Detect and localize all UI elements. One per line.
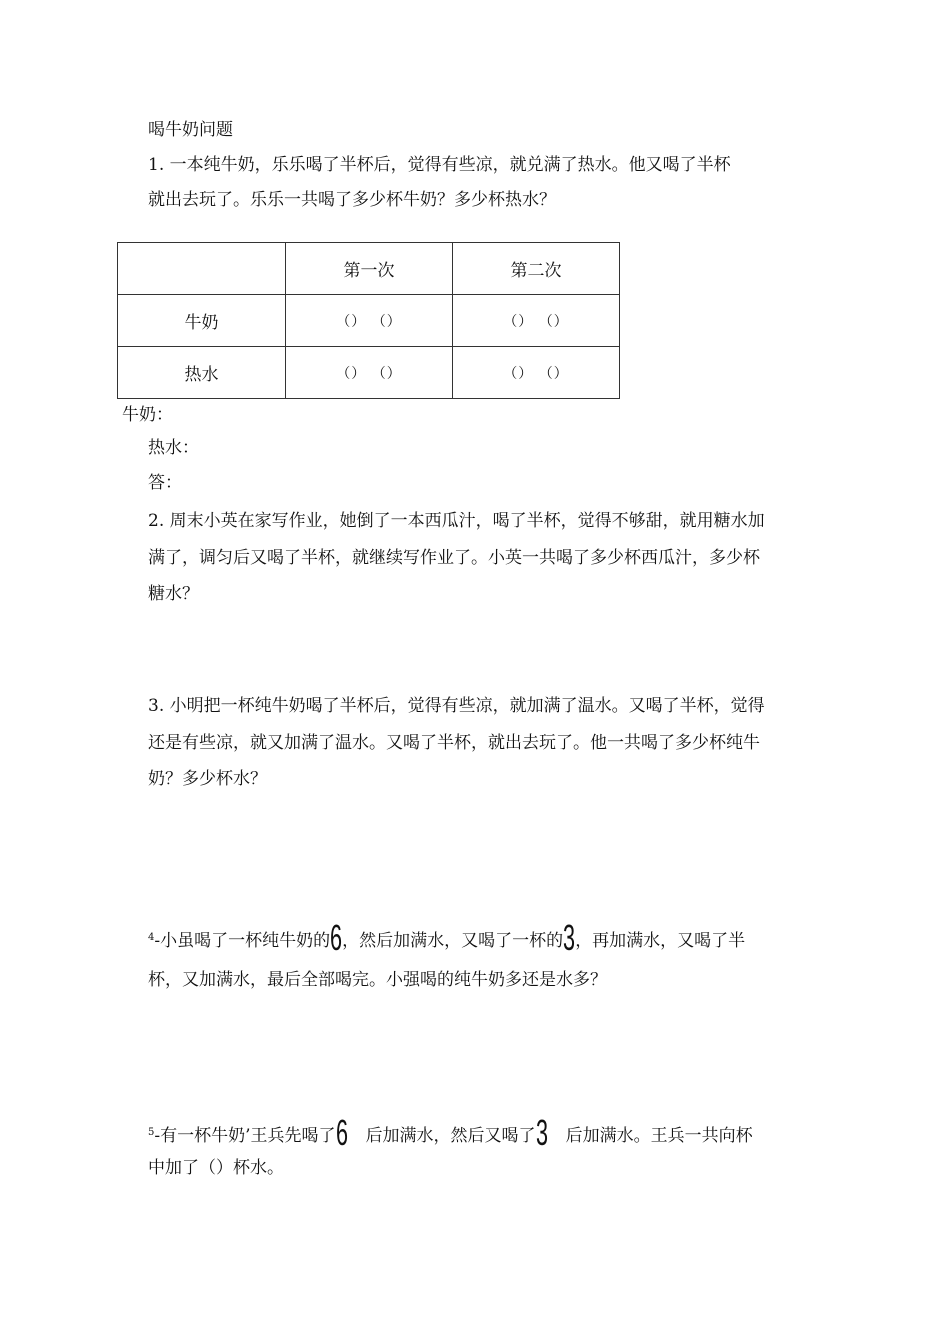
- table-row: [118, 347, 620, 399]
- table-cell: （） （）: [453, 295, 620, 347]
- table-cell: （） （）: [286, 347, 453, 399]
- question-4-line-1: [148, 917, 746, 958]
- table-row: [118, 295, 620, 347]
- question-3-line-1: 3. 小明把一杯纯牛奶喝了半杯后，觉得有些凉，就加满了温水。又喝了半杯，觉得: [148, 696, 765, 716]
- table-cell: （） （）: [453, 347, 620, 399]
- question-1-line-1: 1. 一本纯牛奶，乐乐喝了半杯后，觉得有些凉，就兑满了热水。他又喝了半杯: [148, 155, 731, 175]
- answer-label: 答：: [148, 473, 182, 493]
- question-5-text-part-3: 后加满水。王兵一共向杯: [565, 1126, 753, 1146]
- answer-water-label: 热水：: [148, 438, 199, 458]
- table-row-label: 热水: [118, 347, 286, 399]
- question-5-text-part-2: 后加满水，然后又喝了: [365, 1126, 536, 1146]
- table-header-cell: 第二次: [453, 243, 620, 295]
- table-cell: （） （）: [286, 295, 453, 347]
- milk-water-table: [117, 242, 620, 399]
- table-row-label: 牛奶: [118, 295, 286, 347]
- table-header-row: [118, 243, 620, 295]
- question-4-fraction-1: 6: [330, 917, 343, 958]
- answer-milk-label: 牛奶：: [122, 405, 173, 425]
- page-title: 喝牛奶问题: [148, 120, 233, 140]
- question-2-line-2: 满了，调匀后又喝了半杯，就继续写作业了。小英一共喝了多少杯西瓜汁，多少杯: [148, 548, 760, 568]
- question-2-line-3: 糖水？: [148, 584, 199, 604]
- question-5-line-1: [148, 1112, 753, 1153]
- question-4-line-2: 杯，又加满水，最后全部喝完。小强喝的纯牛奶多还是水多？: [148, 970, 607, 990]
- table-header-cell: 第一次: [286, 243, 453, 295]
- question-4-text-part-1: -小虽喝了一杯纯牛奶的: [154, 931, 331, 951]
- question-4-text-part-3: ，再加满水，又喝了半: [575, 931, 746, 951]
- question-3-line-3: 奶？多少杯水？: [148, 769, 267, 789]
- question-5-line-2: 中加了（）杯水。: [148, 1158, 284, 1178]
- question-4-text-part-2: ，然后加满水，又喝了一杯的: [342, 931, 564, 951]
- question-5-fraction-2: 3: [535, 1112, 548, 1153]
- question-5-fraction-1: 6: [335, 1112, 348, 1153]
- question-1-line-2: 就出去玩了。乐乐一共喝了多少杯牛奶？多少杯热水？: [148, 190, 556, 210]
- question-2-line-1: 2. 周末小英在家写作业，她倒了一本西瓜汁，喝了半杯，觉得不够甜，就用糖水加: [148, 511, 765, 531]
- table-header-cell: [118, 243, 286, 295]
- question-4-fraction-2: 3: [563, 917, 576, 958]
- question-4-number: 4: [148, 932, 155, 943]
- question-3-line-2: 还是有些凉，就又加满了温水。又喝了半杯，就出去玩了。他一共喝了多少杯纯牛: [148, 733, 760, 753]
- question-5-text-part-1: -有一杯牛奶’王兵先喝了: [154, 1126, 336, 1146]
- question-5-number: 5: [148, 1127, 155, 1138]
